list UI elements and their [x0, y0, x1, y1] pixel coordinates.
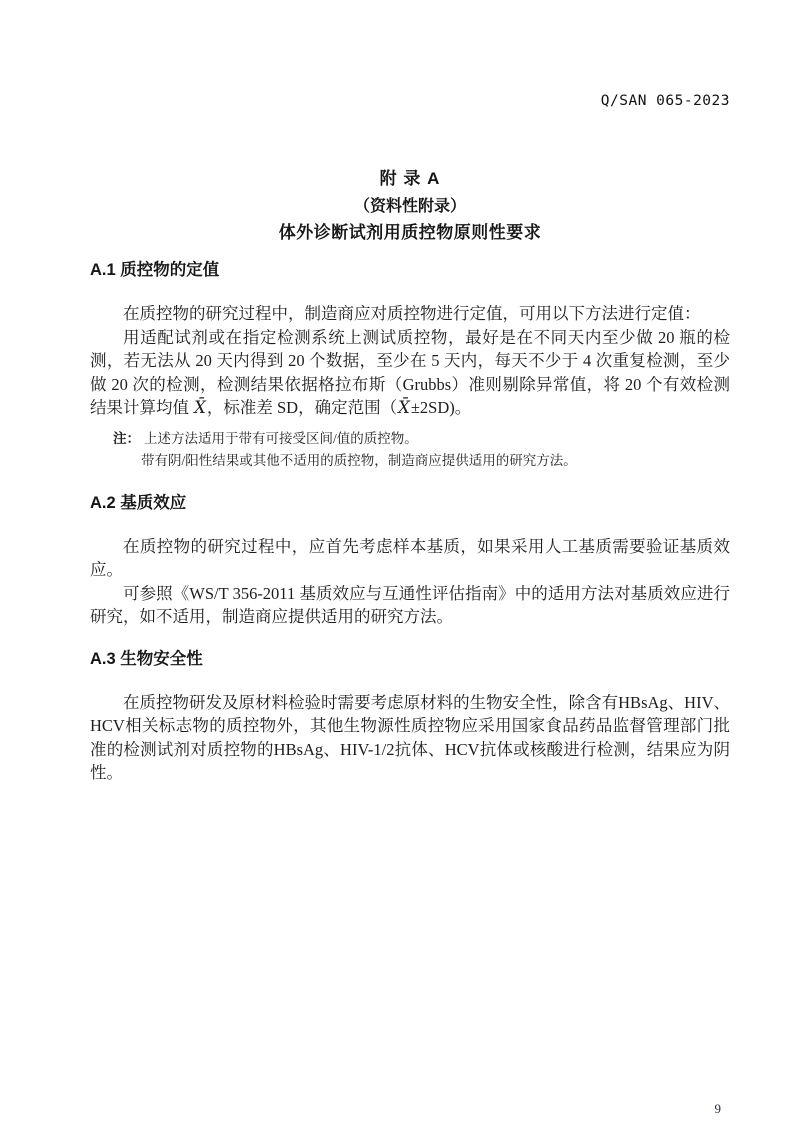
paragraph-text: ，标准差 SD，确定范围（ — [206, 398, 398, 417]
note-line — [113, 428, 730, 450]
note-text: 上述方法适用于带有可接受区间/值的质控物。 — [144, 430, 418, 446]
document-title: 体外诊断试剂用质控物原则性要求 — [278, 223, 542, 242]
section-a1-heading: A.1 质控物的定值 — [90, 261, 220, 279]
paragraph-text: 用适配试剂或在指定检测系统上测试质控物，最好是在不同天内至少做 20 瓶的检测，若无法从 20 天内得到 20 个数据，至少在 5 天内，每天不少于 4 次重复检测，至少做 20 次的检测，检测结果依据格拉布斯（Grubbs）准则剔除异常值，将 20 个有效检测结果计算均值 — [90, 327, 731, 417]
section-a2-paragraph-1: 在质控物的研究过程中，应首先考虑样本基质，如果采用人工基质需要验证基质效应。 — [90, 536, 730, 579]
section-a2-heading: A.2 基质效应 — [90, 493, 187, 512]
xbar-symbol: X̄ — [194, 398, 206, 417]
section-a1 — [90, 260, 730, 472]
note-line: 带有阴/阳性结果或其他不适用的质控物，制造商应提供适用的研究方法。 — [141, 452, 577, 468]
section-a3-heading: A.3 生物安全性 — [90, 649, 203, 668]
section-a1-paragraph-1: 在质控物的研究过程中，制造商应对质控物进行定值，可用以下方法进行定值： — [123, 304, 701, 323]
section-a1-paragraph-2 — [90, 326, 730, 420]
xbar-symbol: X̄ — [398, 398, 410, 417]
paragraph-text: ±2SD)。 — [410, 398, 472, 417]
appendix-title: 附 录 A — [379, 169, 441, 188]
section-a2-paragraph-2: 可参照《WS/T 356-2011 基质效应与互通性评估指南》中的适用方法对基质效应进行研究，如不适用，制造商应提供适用的研究方法。 — [90, 583, 730, 626]
title-block — [90, 168, 730, 244]
section-a3-paragraph-1: 在质控物研发及原材料检验时需要考虑原材料的生物安全性，除含有HBsAg、HIV、HCV相关标志物的质控物外，其他生物源性质控物应采用国家食品药品监督管理部门批准的检测试剂对质控物的HBsAg、HIV-1/2抗体、HCV抗体或核酸进行检测，结果应为阴性。 — [90, 692, 730, 782]
doc-code: Q/SAN 065-2023 — [600, 93, 730, 109]
note-label: 注： — [113, 430, 140, 446]
note-block — [113, 428, 730, 472]
appendix-subtitle: （资料性附录） — [353, 198, 466, 215]
section-a2 — [90, 493, 730, 629]
page-number: 9 — [714, 1101, 721, 1116]
section-a3 — [90, 649, 730, 785]
